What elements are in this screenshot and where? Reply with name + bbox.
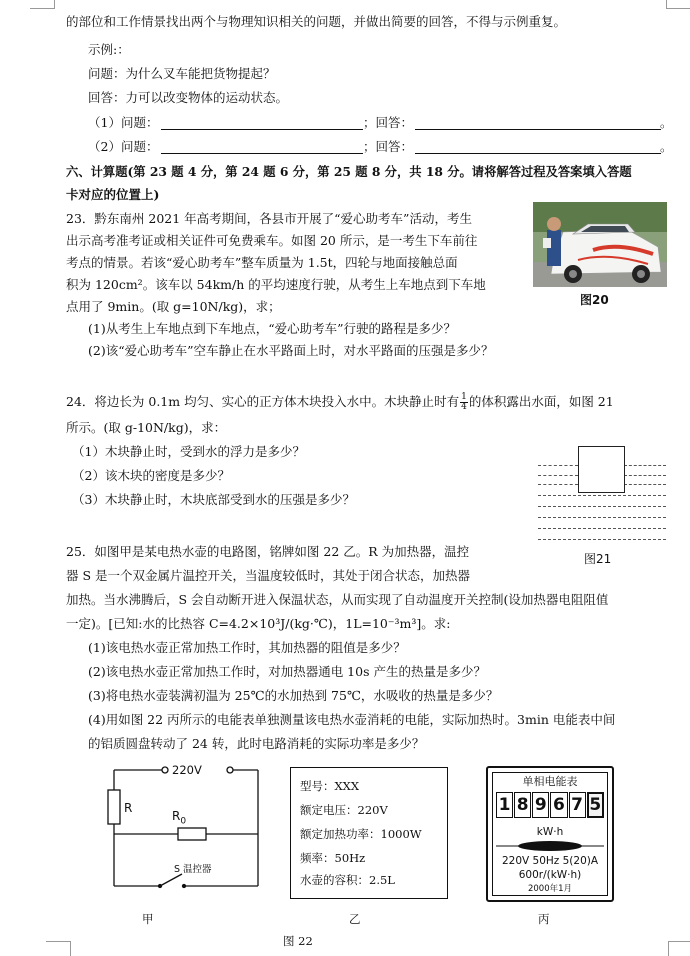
qa-row-1-question-label: （1）问题：: [88, 115, 159, 130]
resistor-r0-letter: R: [172, 809, 181, 823]
figure-21-label: 图21: [584, 552, 612, 566]
qa-row-1-end: 。: [660, 115, 673, 130]
q24-line-1-b: 的体积露出水面，如图 21: [468, 394, 614, 409]
q24-sub-question-3: （3）木块静止时，木块底部受到水的压强是多少？: [72, 492, 355, 507]
water-line-2: [538, 475, 578, 476]
circuit-caption: 甲: [142, 912, 154, 926]
fraction-numerator: 1: [461, 392, 467, 402]
q25-line-3: 加热。当水沸腾后，S 会自动断开进入保温状态，从而实现了自动温度开关控制(设加热器电阻阻值: [66, 592, 609, 607]
resistor-r0-label: [172, 808, 186, 829]
water-line-3: [538, 484, 578, 485]
meter-unit: kW·h: [536, 826, 564, 838]
q24-sub-question-2: （2）该木块的密度是多少？: [72, 468, 230, 483]
q23-sub-question-1: (1)从考生上车地点到下车地点，“爱心助考车”行驶的路程是多少？: [88, 321, 456, 336]
thermostat-switch-label: S 温控器: [174, 864, 212, 875]
q25-sub-question-2: (2)该电热水壶正常加热工作时，对加热器通电 10s 产生的热量是多少？: [88, 664, 486, 679]
meter-rate: 600r/(kW·h): [518, 869, 582, 881]
nameplate-row-voltage: 额定电压：220V: [300, 803, 388, 817]
meter-digit: 6: [550, 792, 567, 818]
meter-caption: 丙: [538, 912, 550, 926]
qa-row-2-answer-blank[interactable]: [415, 153, 661, 154]
nameplate-row-model: 型号：XXX: [300, 779, 360, 793]
water-line-1: [538, 465, 578, 466]
wooden-block: [578, 446, 625, 493]
water-line-7: [538, 528, 666, 529]
q24-line-1: [66, 393, 614, 412]
example-answer: 回答：力可以改变物体的运动状态。: [88, 90, 289, 105]
figure-20-label: 图20: [580, 293, 609, 307]
qa-row-2-end: 。: [660, 139, 673, 154]
meter-digit: 7: [569, 792, 586, 818]
meter-digit: 8: [514, 792, 531, 818]
q24-line-2: 所示。(取 g-10N/kg)，求：: [66, 420, 227, 435]
water-line-3-right: [624, 484, 666, 485]
fraction-denominator: 4: [461, 402, 467, 412]
meter-date: 2000年1月: [527, 884, 573, 894]
nameplate-row-power: 额定加热功率：1000W: [300, 827, 422, 841]
meter-spec: 220V 50Hz 5(20)A: [501, 855, 599, 867]
circuit-diagram: [100, 764, 270, 914]
section-six-heading-line2: 卡对应的位置上): [66, 187, 160, 202]
q23-line-3: 考点的情景。若该“爱心助考车”整车质量为 1.5t，四轮与地面接触总面: [66, 255, 458, 270]
meter-title: 单相电能表: [522, 775, 578, 788]
nameplate-row-capacity: 水壶的容积：2.5L: [300, 873, 395, 887]
energy-meter: [486, 766, 614, 902]
fraction-one-quarter: [460, 393, 468, 412]
water-line-6: [538, 517, 666, 518]
q25-line-4: 一定)。[已知:水的比热容 C=4.2×10³J/(kg·℃)，1L=10⁻³m³]。求:: [66, 616, 451, 631]
q25-sub-question-4: (4)用如图 22 丙所示的电能表单独测量该电热水壶消耗的电能，实际加热时。3min 电能表中间: [88, 712, 616, 727]
q25-sub-question-5: 的铝质圆盘转动了 24 转，此时电路消耗的实际功率是多少？: [88, 736, 425, 751]
qa-row-2-question-blank[interactable]: [161, 153, 363, 154]
corner-mark-bottom-right: [668, 941, 690, 956]
q25-line-1: 25．如图甲是某电热水壶的电路图，铭牌如图 22 乙。R 为加热器，温控: [66, 544, 470, 559]
example-label: 示例:：: [88, 42, 130, 57]
meter-digit: 1: [496, 792, 513, 818]
corner-mark-top-right: [666, 0, 690, 9]
water-line-4: [538, 495, 666, 496]
section-six-heading-line1: 六、计算题(第 23 题 4 分，第 24 题 6 分，第 25 题 8 分，共 18 分。请将解答过程及答案填入答题: [66, 164, 632, 179]
corner-mark-bottom-left: [46, 941, 71, 956]
qa-row-2-question-label: （2）问题：: [88, 139, 159, 154]
intro-text: 的部位和工作情景找出两个与物理知识相关的问题，并做出简要的回答，不得与示例重复。: [66, 14, 567, 29]
nameplate-caption: 乙: [349, 912, 361, 926]
water-line-8: [538, 539, 666, 540]
meter-digit-decimal: 5: [587, 792, 604, 818]
water-line-5: [538, 506, 666, 507]
corner-mark-top-left: [30, 0, 55, 9]
circuit-voltage-label: 220V: [172, 763, 202, 777]
water-line-1-right: [624, 465, 666, 466]
q25-sub-question-3: (3)将电热水壶装满初温为 25℃的水加热到 75℃，水吸收的热量是多少？: [88, 688, 499, 703]
figure-22-label: 图 22: [283, 934, 313, 948]
meter-digit: 9: [532, 792, 549, 818]
example-question: 问题：为什么叉车能把货物提起？: [88, 66, 276, 81]
q23-line-5: 点用了 9min。(取 g=10N/kg)，求；: [66, 299, 281, 314]
q23-line-2: 出示高考准考证或相关证件可免费乘车。如图 20 所示，是一考生下车前往: [66, 233, 478, 248]
q23-sub-question-2: (2)该“爱心助考车”空车静止在水平路面上时，对水平路面的压强是多少？: [88, 343, 494, 358]
resistor-r-label: R: [124, 801, 133, 815]
qa-row-1-question-blank[interactable]: [161, 129, 363, 130]
q23-line-4: 积为 120cm²。该车以 54km/h 的平均速度行驶，从考生上车地点到下车地: [66, 277, 486, 292]
q25-sub-question-1: (1)该电热水壶正常加热工作时，其加热器的阻值是多少？: [88, 640, 406, 655]
q24-line-1-a: 24．将边长为 0.1m 均匀、实心的正方体木块投入水中。木块静止时有: [66, 394, 460, 409]
q24-sub-question-1: （1）木块静止时，受到水的浮力是多少？: [72, 444, 305, 459]
figure-20-photo: [533, 202, 667, 287]
qa-row-1-answer-label: ；回答：: [363, 115, 414, 130]
q25-line-2: 器 S 是一个双金属片温控开关，当温度较低时，其处于闭合状态，加热器: [66, 568, 471, 583]
resistor-r0-subscript: 0: [180, 816, 187, 827]
meter-disc: [488, 839, 612, 853]
qa-row-2-answer-label: ；回答：: [363, 139, 414, 154]
nameplate-row-frequency: 频率：50Hz: [300, 851, 366, 865]
meter-digit-row: [496, 792, 604, 818]
q23-line-1: 23．黔东南州 2021 年高考期间，各县市开展了“爱心助考车”活动，考生: [66, 211, 472, 226]
qa-row-1-answer-blank[interactable]: [415, 129, 661, 130]
water-line-2-right: [624, 475, 666, 476]
